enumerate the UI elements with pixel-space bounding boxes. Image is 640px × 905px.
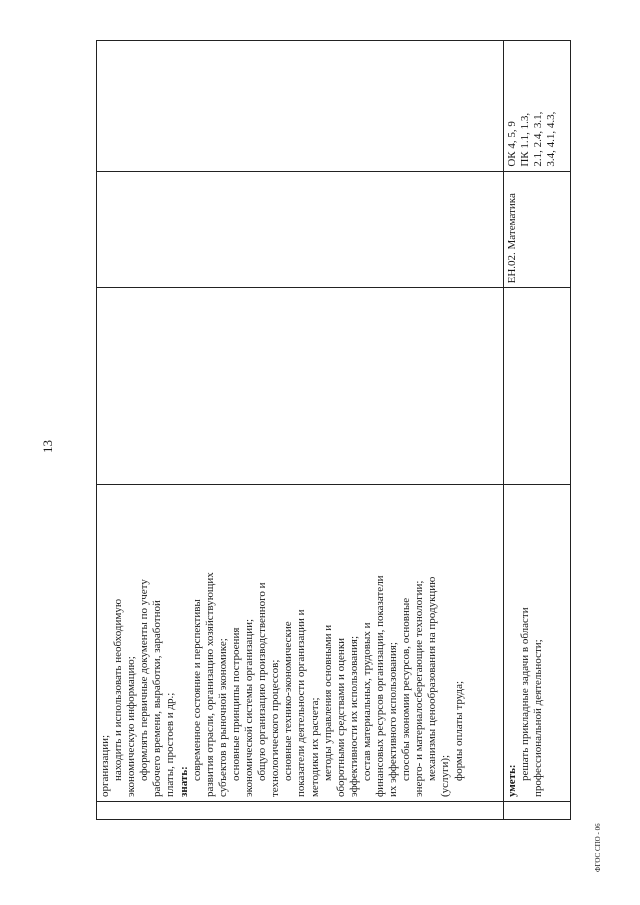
discipline-name: ЕН.02. Математика	[506, 193, 518, 284]
text-line: энерго- и материалосберегающие технологии;	[413, 580, 426, 798]
text-line: решать прикладные задачи в области	[519, 607, 532, 782]
table-row	[504, 41, 570, 819]
text-line: платы, простоев и др.;	[164, 692, 177, 798]
empty-cell	[504, 287, 570, 483]
index-cell	[504, 801, 570, 819]
text-line: экономической системы организации;	[243, 618, 256, 798]
text-line: субъектов в рыночной экономике;	[216, 638, 229, 798]
discipline-cell	[97, 171, 503, 288]
text-line: формы оплаты труда;	[452, 680, 465, 782]
text-line: развития отрасли, организацию хозяйствующих	[203, 572, 216, 798]
text-line: способы экономии ресурсов, основные	[400, 597, 413, 782]
text-line: методики их расчета;	[308, 697, 321, 798]
competency-line: ПК 1.1, 1.3,	[519, 112, 532, 167]
page-number: 13	[40, 440, 55, 453]
text-line: методы управления основными и	[321, 624, 334, 782]
text-line: показатели деятельности организации и	[295, 609, 308, 798]
competency-line: 2.1, 2.4, 3.1,	[532, 111, 545, 167]
table-grid	[96, 40, 571, 820]
text-line: эффективности их использования;	[347, 635, 360, 798]
competencies-cell	[97, 41, 503, 171]
text-line: (услуги);	[439, 754, 452, 798]
competencies-cell	[504, 41, 570, 171]
footer-label: ФГОС СПО - 06	[594, 823, 602, 872]
text-line: организации;	[99, 734, 111, 798]
text-line: общую организацию производственного и	[256, 582, 269, 782]
index-cell	[97, 801, 503, 819]
text-line: оборотными средствами и оценки	[334, 637, 347, 798]
text-line: профессиональной деятельности;	[532, 639, 545, 798]
text-line: финансовых ресурсов организации, показатели	[373, 575, 386, 798]
requirements-cell	[504, 484, 570, 801]
text-line: механизмы ценообразования на продукцию	[426, 576, 439, 782]
text-line: находить и использовать необходимую	[112, 598, 125, 782]
text-line: рабочего времени, выработки, заработной	[151, 600, 164, 798]
discipline-cell	[504, 171, 570, 288]
text-line: состав материальных, трудовых и	[360, 622, 373, 782]
text-line: технологического процессов;	[269, 659, 282, 798]
text-line: оформлять первичные документы по учету	[138, 579, 151, 782]
requirements-cell	[97, 484, 503, 801]
text-line: экономическую информацию;	[125, 656, 138, 798]
empty-cell	[97, 287, 503, 483]
table-row	[97, 41, 504, 819]
competency-line: 3.4, 4.1, 4.3,	[545, 111, 558, 167]
text-line: их эффективного использования;	[387, 642, 400, 798]
competency-line: ОК 4, 5, 9	[506, 121, 518, 167]
text-line: современное состояние и перспективы	[190, 599, 203, 782]
rotated-table	[96, 40, 571, 820]
text-line: уметь:	[506, 764, 518, 798]
text-line: основные принципы построения	[229, 627, 242, 782]
text-line: основные технико-экономические	[282, 621, 295, 782]
text-line: знать:	[177, 766, 190, 798]
